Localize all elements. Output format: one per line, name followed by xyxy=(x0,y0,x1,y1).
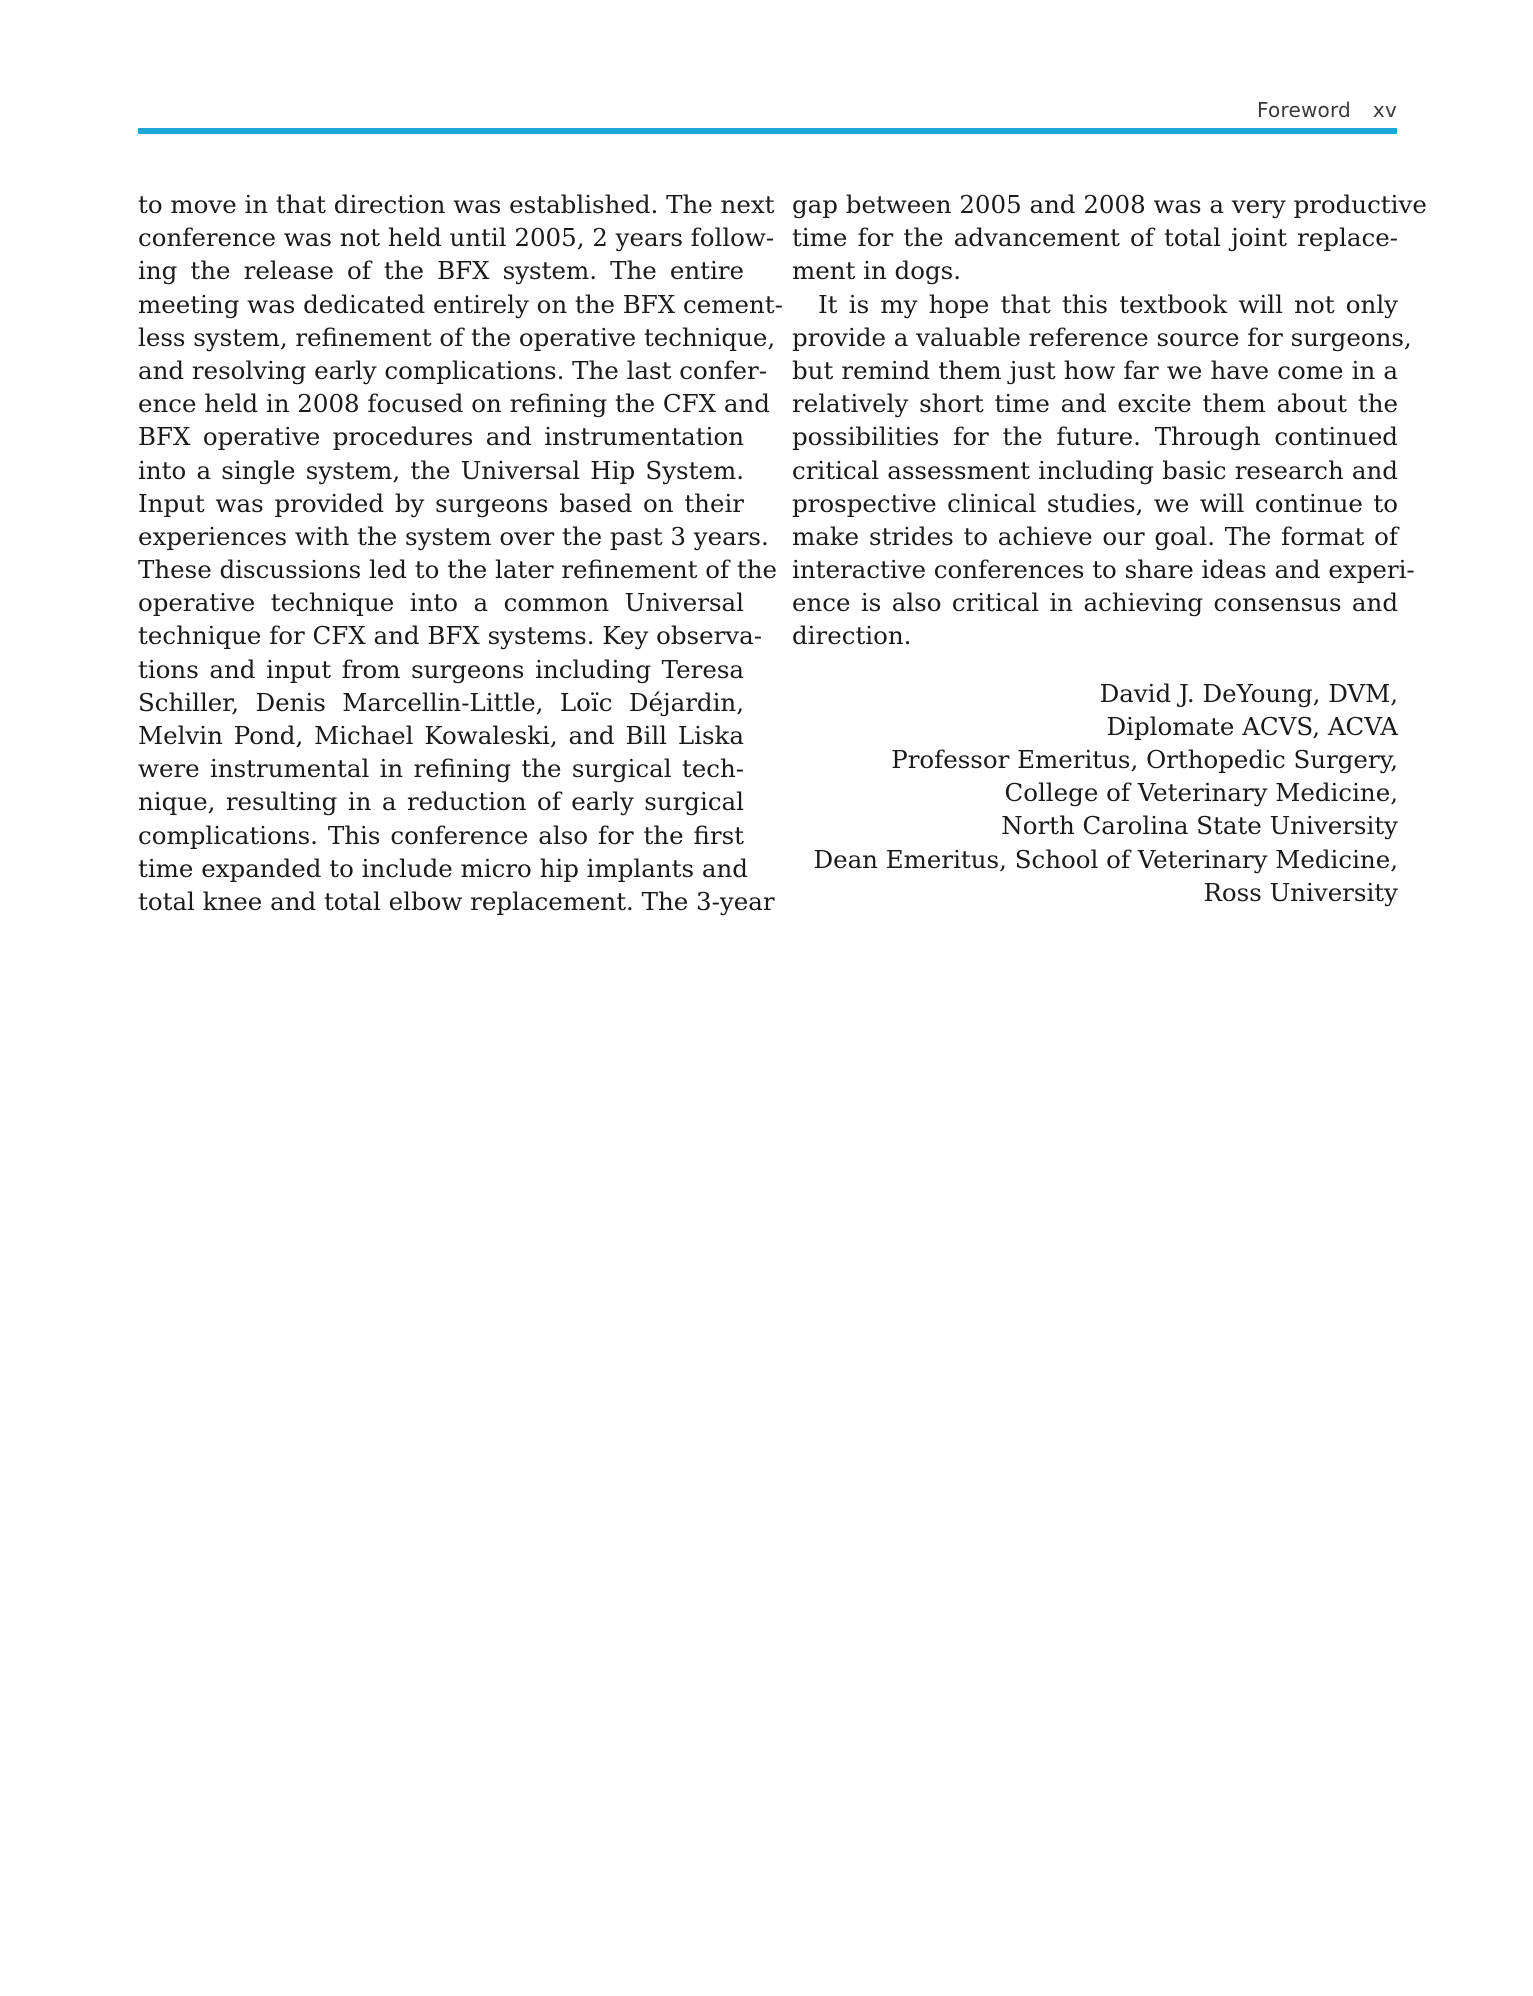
signature-line: Dean Emeritus, School of Veterinary Medicine, xyxy=(813,844,1398,874)
text-line: time for the advancement of total joint replace- xyxy=(792,223,1398,253)
text-line: BFX operative procedures and instrumentation xyxy=(138,422,744,452)
text-line: Schiller, Denis Marcellin-Little, Loïc Déjardin, xyxy=(138,687,744,717)
text-line: time expanded to include micro hip implants and xyxy=(138,853,748,883)
text-line: critical assessment including basic research and xyxy=(792,455,1398,485)
signature-line: North Carolina State University xyxy=(1001,811,1398,841)
running-head xyxy=(138,98,1397,122)
text-line: to move in that direction was established. The next xyxy=(138,190,775,219)
text-line: It is my hope that this textbook will not only xyxy=(818,289,1398,319)
signature-line: Ross University xyxy=(1203,877,1398,907)
text-line: These discussions led to the later refinement of the xyxy=(138,555,778,585)
right-column xyxy=(792,188,1427,909)
text-line: prospective clinical studies, we will continue to xyxy=(792,488,1398,518)
paragraph-hope xyxy=(792,288,1415,653)
text-line: direction. xyxy=(792,621,912,651)
signature-line: Diplomate ACVS, ACVA xyxy=(1106,711,1398,741)
text-line: total knee and total elbow replacement. The 3-year xyxy=(138,886,775,916)
signature-line: David J. DeYoung, DVM, xyxy=(1099,678,1398,708)
text-line: technique for CFX and BFX systems. Key observa- xyxy=(138,621,763,651)
author-signature xyxy=(792,677,1398,909)
text-line: less system, refinement of the operative technique, xyxy=(138,322,776,352)
text-line: tions and input from surgeons including Teresa xyxy=(138,654,744,684)
left-column xyxy=(138,188,783,918)
header-rule xyxy=(138,128,1397,134)
page-number: xv xyxy=(1372,98,1397,122)
text-line: ment in dogs. xyxy=(792,256,962,286)
text-line: interactive conferences to share ideas and experi- xyxy=(792,555,1415,585)
text-line: but remind them just how far we have come in a xyxy=(792,355,1398,385)
text-line: ence held in 2008 focused on refining the CFX and xyxy=(138,389,770,419)
text-line: were instrumental in refining the surgical tech- xyxy=(138,754,744,784)
text-line: ing the release of the BFX system. The entire xyxy=(138,256,744,286)
text-line: possibilities for the future. Through continued xyxy=(792,422,1398,452)
text-line: nique, resulting in a reduction of early surgical xyxy=(138,787,744,817)
text-line: experiences with the system over the past 3 years. xyxy=(138,521,769,551)
text-line: operative technique into a common Universal xyxy=(138,588,744,618)
text-line: Input was provided by surgeons based on their xyxy=(138,488,744,518)
text-line: gap between 2005 and 2008 was a very productive xyxy=(792,190,1427,219)
text-line: relatively short time and excite them about the xyxy=(792,389,1398,419)
signature-line: Professor Emeritus, Orthopedic Surgery, xyxy=(891,745,1398,774)
text-line: make strides to achieve our goal. The format of xyxy=(792,521,1398,551)
signature-line: College of Veterinary Medicine, xyxy=(1004,778,1398,808)
text-line: meeting was dedicated entirely on the BFX cement- xyxy=(138,289,783,319)
text-line: complications. This conference also for the first xyxy=(138,820,744,850)
text-line: into a single system, the Universal Hip System. xyxy=(138,455,744,485)
text-line: and resolving early complications. The last confer- xyxy=(138,355,768,385)
text-line: provide a valuable reference source for surgeons, xyxy=(792,322,1412,352)
text-line: conference was not held until 2005, 2 years follow- xyxy=(138,223,775,253)
paragraph-continued xyxy=(792,188,1427,288)
text-line: ence is also critical in achieving consensus and xyxy=(792,588,1398,618)
section-title: Foreword xyxy=(1257,98,1351,122)
text-line: Melvin Pond, Michael Kowaleski, and Bill Liska xyxy=(138,721,744,750)
